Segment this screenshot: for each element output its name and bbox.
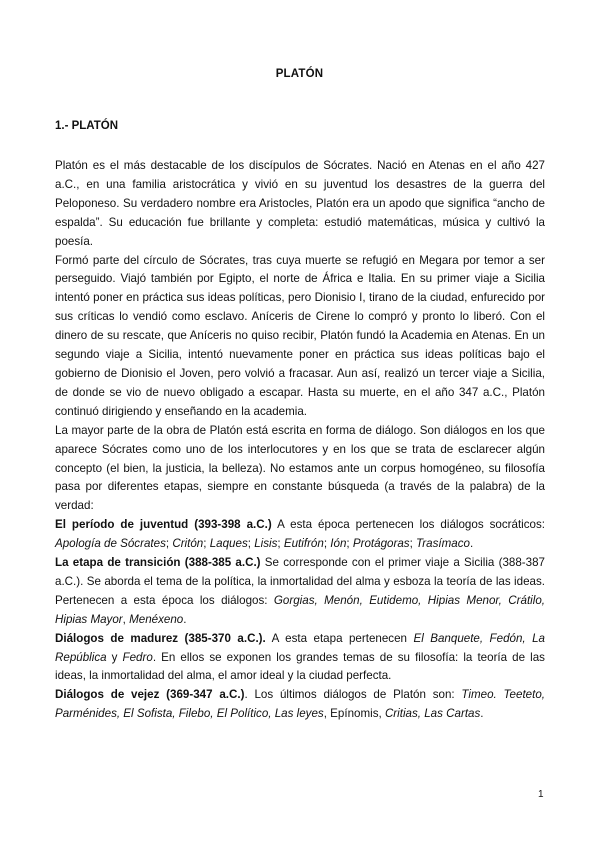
paragraph-youth-period: El período de juventud (393-398 a.C.) A esta época pertenecen los diálogos socráticos: Apología de Sócrates; Critón; Laques; Lisis; Eutifrón; Ión; Protágoras; Trasímaco. xyxy=(55,518,546,551)
period-heading-maturity: Diálogos de madurez (385-370 a.C.). xyxy=(55,631,266,645)
paragraph-travels: Formó parte del círculo de Sócrates, tras cuya muerte se refugió en Megara por temor a ser perseguido. Viajó también por Egipto, el norte de África e Italia. En su primer viaje a Sicilia intentó poner en práctica sus ideas políticas, pero Dionisio I, tirano de la ciudad, enfurecido por sus críticas lo vendió como esclavo. Aníceris de Cirene lo compró y pronto lo liberó. Con el dinero de su rescate, que Aníceris no quiso recibir, Platón fundó la Academia en Atenas. En un segundo viaje a Sicilia, intentó nuevamente poner en práctica sus ideas políticas bajo el gobierno de Dionisio el Joven, pero volvió a fracasar. Aun así, realizó un tercer viaje a Sicilia, de donde se vio de nuevo obligado a escapar. Hasta su muerte, en el año 347 a.C., Platón continuó dirigiendo y enseñando en la academia. xyxy=(55,253,545,418)
paragraph-biography: Platón es el más destacable de los discípulos de Sócrates. Nació en Atenas en el año 427 a.C., en una familia aristocrática y vivió en su juventud los desastres de la guerra del Peloponeso. Su verdadero nombre era Aristocles, Platón era un apodo que significa “ancho de espalda”. Su educación fue brillante y completa: estudió matemáticas, música y cultivó la poesía. xyxy=(55,159,545,248)
section-heading: 1.- PLATÓN xyxy=(55,120,119,132)
page-number: 1 xyxy=(538,789,544,800)
paragraph-maturity-period: Diálogos de madurez (385-370 a.C.). A esta etapa pertenecen El Banquete, Fedón, La República y Fedro. En ellos se exponen los grandes temas de su filosofía: la teoría de las ideas, la inmortalidad del alma, el amor ideal y la ciudad perfecta. xyxy=(55,631,546,683)
paragraph-work: La mayor parte de la obra de Platón está escrita en forma de diálogo. Son diálogos en los que aparece Sócrates como uno de los interlocutores y en los que se trata de esclarecer algún concepto (el bien, la justicia, la belleza). No estamos ante un corpus homogéneo, su filosofía pasa por diferentes etapas, siempre en constante búsqueda (a través de la palabra) de la verdad: xyxy=(55,423,545,513)
paragraph-old-age-period: Diálogos de vejez (369-347 a.C.). Los últimos diálogos de Platón son: Timeo. Teeteto, Parménides, El Sofista, Filebo, El Político, Las leyes, Epínomis, Critias, Las Cartas. xyxy=(55,688,545,721)
period-heading-youth: El período de juventud (393-398 a.C.) xyxy=(55,518,272,532)
period-heading-transition: La etapa de transición (388-385 a.C.) xyxy=(55,556,261,570)
paragraph-transition-period: La etapa de transición (388-385 a.C.) Se corresponde con el primer viaje a Sicilia (388-387 a.C.). Se aborda el tema de la política, la inmortalidad del alma y esboza la teoría de las ideas. Pertenecen a esta época los diálogos: Gorgias, Menón, Eutidemo, Hipias Menor, Crátilo, Hipias Mayor, Menéxeno. xyxy=(55,556,545,626)
document-title: PLATÓN xyxy=(275,68,324,80)
period-heading-old-age: Diálogos de vejez (369-347 a.C.) xyxy=(55,688,245,702)
document-body xyxy=(55,157,545,724)
